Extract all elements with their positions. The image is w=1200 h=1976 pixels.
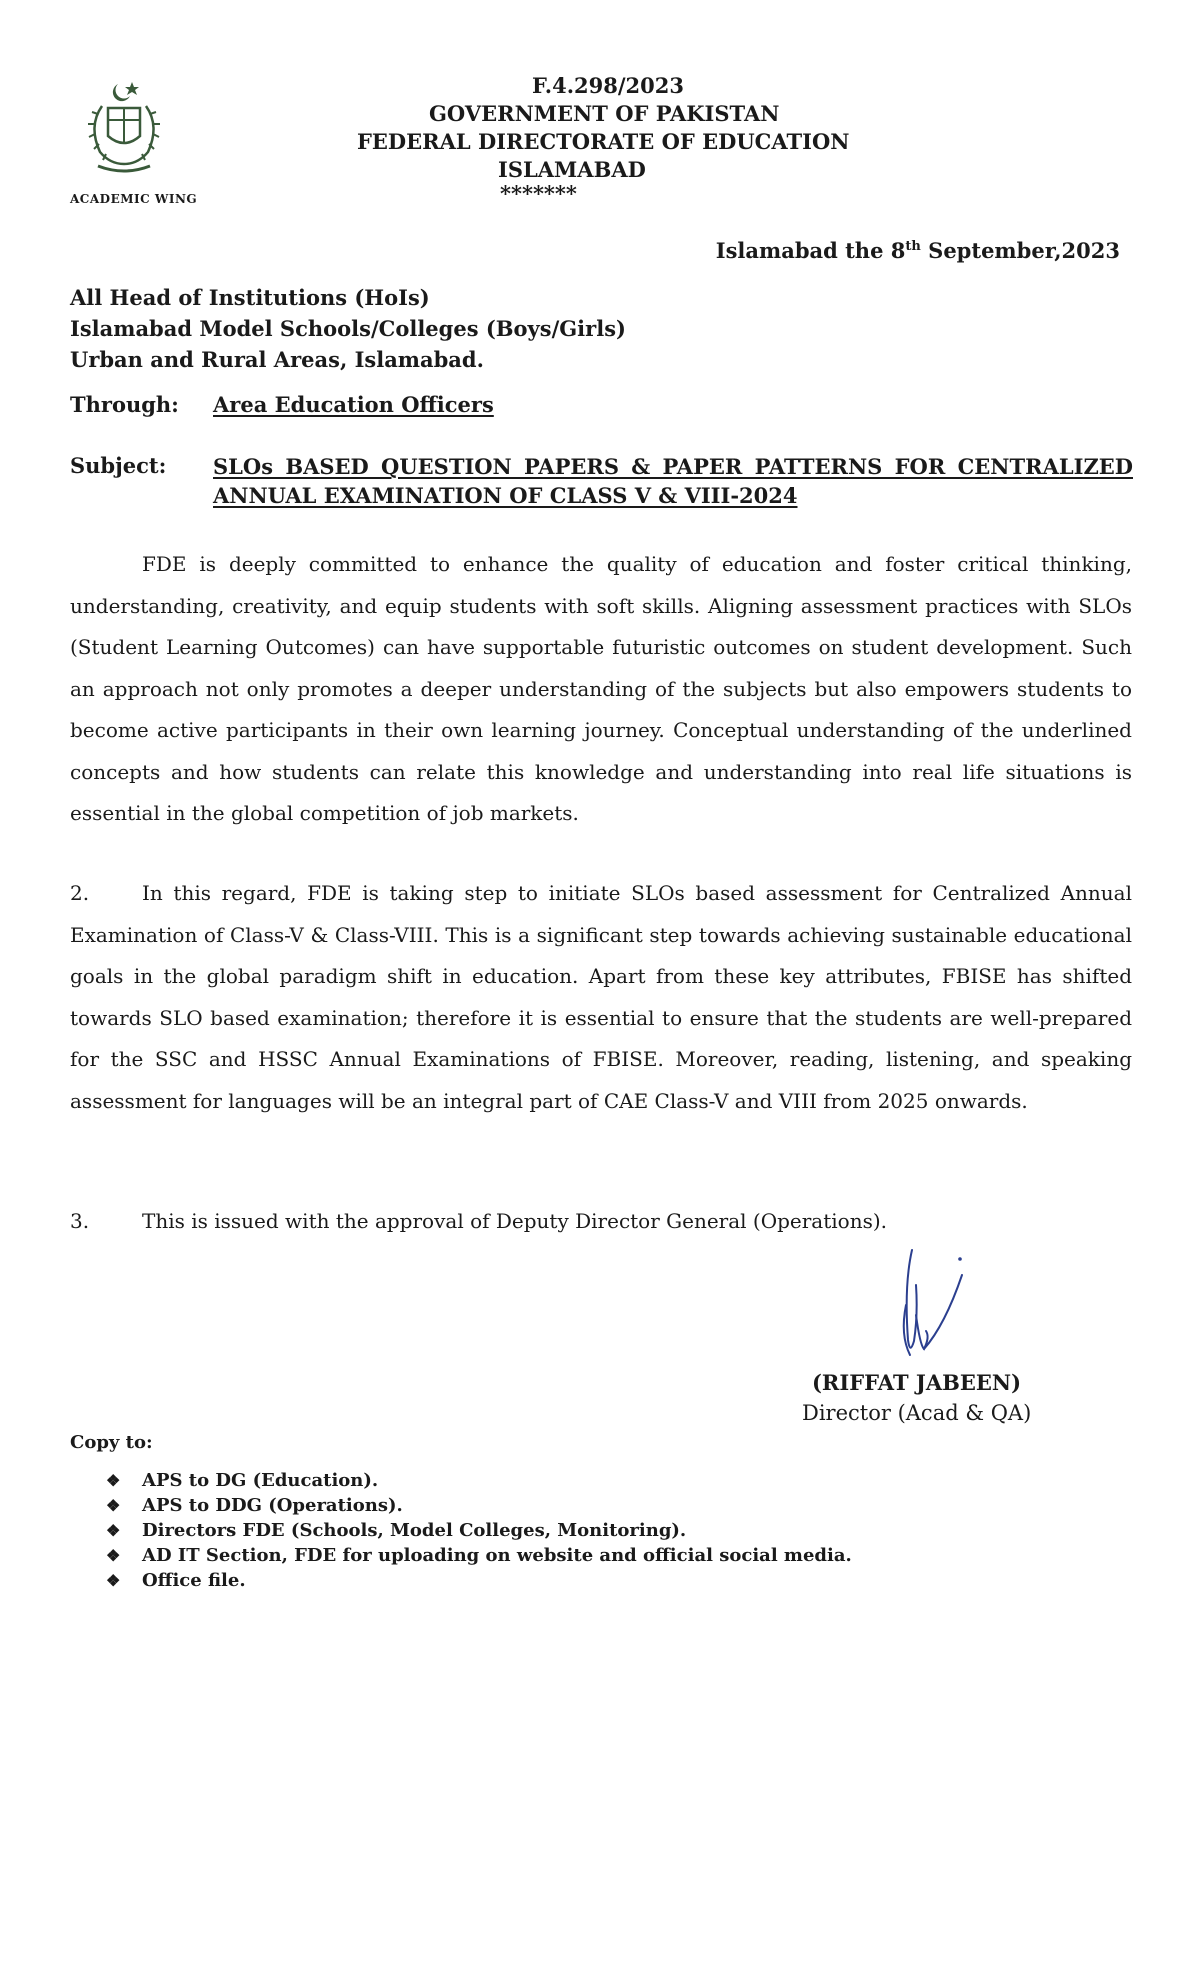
paragraph-number: 3. <box>70 1209 90 1233</box>
list-item: ❖ Office file. <box>106 1570 246 1591</box>
diamond-bullet-icon: ❖ <box>106 1571 121 1590</box>
list-item: ❖ APS to DDG (Operations). <box>106 1495 403 1516</box>
addressee-block <box>70 282 626 375</box>
addressee-line: Urban and Rural Areas, Islamabad. <box>70 347 484 372</box>
diamond-bullet-icon: ❖ <box>106 1496 121 1515</box>
paragraph-2: 2. In this regard, FDE is taking step to initiate SLOs based assessment for Centralized Annual Examination of Class-V & Class-VIII. This is a significant step towards achieving sustainable educational goals in the global paradigm shift in education. Apart from these key attributes, FBISE has shifted towards SLO based examination; therefore it is essential to ensure that the students are well-prepared for the SSC and HSSC Annual Examinations of FBISE. Moreover, reading, listening, and speaking assessment for languages will be an integral part of CAE Class-V and VIII from 2025 onwards. <box>70 873 1132 1122</box>
diamond-bullet-icon: ❖ <box>106 1546 121 1565</box>
subject-label: Subject: <box>70 453 167 478</box>
government-title: GOVERNMENT OF PAKISTAN <box>429 101 780 126</box>
signatory-title: Director (Acad & QA) <box>802 1401 1032 1425</box>
subject-value: SLOs BASED QUESTION PAPERS & PAPER PATTERNS FOR CENTRALIZED ANNUAL EXAMINATION OF CLASS V & VIII-2024 <box>213 454 1133 508</box>
handwritten-signature <box>890 1245 970 1375</box>
file-number: F.4.298/2023 <box>532 73 684 98</box>
copy-to-list <box>106 1468 852 1593</box>
city-title: ISLAMABAD <box>498 157 646 182</box>
addressee-line: All Head of Institutions (HoIs) <box>70 285 430 310</box>
diamond-bullet-icon: ❖ <box>106 1471 121 1490</box>
paragraph-1: FDE is deeply committed to enhance the quality of education and foster critical thinking, understanding, creativity, and equip students with soft skills. Aligning assessment practices with SLOs (Student Learning Outcomes) can have supportable futuristic outcomes on student development. Such an approach not only promotes a deeper understanding of the subjects but also empowers students to become active participants in their own learning journey. Conceptual understanding of the underlined concepts and how students can relate this knowledge and understanding into real life situations is essential in the global competition of job markets. <box>70 552 1132 825</box>
paragraph-3: 3. This is issued with the approval of Deputy Director General (Operations). <box>70 1201 1132 1243</box>
list-item: ❖ APS to DG (Education). <box>106 1470 379 1491</box>
state-emblem-icon <box>80 78 168 178</box>
directorate-title: FEDERAL DIRECTORATE OF EDUCATION <box>357 129 850 154</box>
through-value: Area Education Officers <box>213 392 494 417</box>
through-label: Through: <box>70 392 179 417</box>
list-item: ❖ Directors FDE (Schools, Model Colleges, Monitoring). <box>106 1520 687 1541</box>
list-item: ❖ AD IT Section, FDE for uploading on website and official social media. <box>106 1545 852 1566</box>
header-separator: ******* <box>500 181 577 206</box>
date-line: Islamabad the 8th September,2023 <box>715 238 1120 263</box>
paragraph-number: 2. <box>70 881 90 905</box>
academic-wing-label: ACADEMIC WING <box>70 192 198 206</box>
copy-to-label: Copy to: <box>70 1432 153 1453</box>
addressee-line: Islamabad Model Schools/Colleges (Boys/Girls) <box>70 316 626 341</box>
diamond-bullet-icon: ❖ <box>106 1521 121 1540</box>
signatory-name: (RIFFAT JABEEN) <box>812 1370 1022 1395</box>
